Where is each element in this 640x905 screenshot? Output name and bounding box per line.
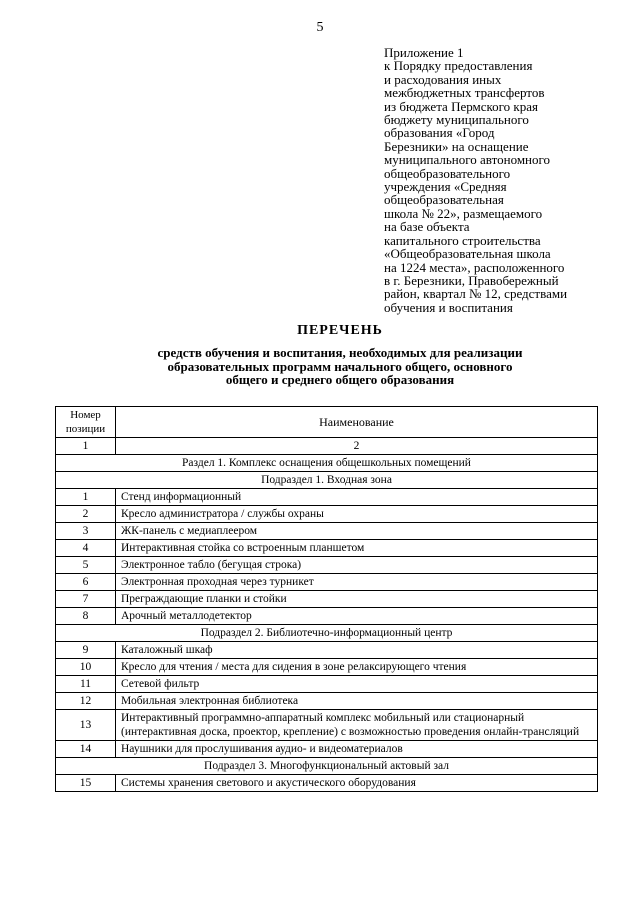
equipment-table — [55, 406, 598, 792]
appendix-line: к Порядку предоставления — [384, 58, 533, 74]
table-row — [56, 608, 598, 625]
appendix-line: Березники» на оснащение — [384, 138, 529, 154]
subsection-title: Подраздел 3. Многофункциональный актовый зал — [56, 758, 598, 775]
appendix-line: из бюджета Пермского края — [384, 98, 539, 114]
row-number: 9 — [56, 642, 116, 659]
table-row — [56, 693, 598, 710]
appendix-line: бюджету муниципального — [384, 112, 529, 128]
row-name: Сетевой фильтр — [116, 676, 598, 693]
appendix-line: район, квартал № 12, средствами — [384, 286, 568, 302]
appendix-line: муниципального автономного — [384, 152, 551, 168]
table-row — [56, 523, 598, 540]
appendix-line: образования «Город — [384, 125, 495, 141]
section-row — [56, 455, 598, 472]
appendix-line: и расходования иных — [384, 71, 502, 87]
row-number: 15 — [56, 775, 116, 792]
table-header-row — [56, 407, 598, 438]
table-row — [56, 741, 598, 758]
document-subtitle — [0, 346, 640, 387]
row-number: 14 — [56, 741, 116, 758]
row-number: 6 — [56, 574, 116, 591]
subtitle-line: общего и среднего общего образования — [225, 372, 455, 387]
column-number: 1 — [56, 438, 116, 455]
appendix-line: обучения и воспитания — [384, 299, 513, 315]
row-name: Каталожный шкаф — [116, 642, 598, 659]
row-name: Системы хранения светового и акустического оборудования — [116, 775, 598, 792]
row-name: ЖК-панель с медиаплеером — [116, 523, 598, 540]
appendix-line: в г. Березники, Правобережный — [384, 272, 559, 288]
appendix-line: общеобразовательная — [384, 192, 504, 208]
row-name: Интерактивная стойка со встроенным планшетом — [116, 540, 598, 557]
row-number: 4 — [56, 540, 116, 557]
subsection-row — [56, 472, 598, 489]
subtitle-line: средств обучения и воспитания, необходимых для реализации — [157, 345, 523, 360]
column-number-row — [56, 438, 598, 455]
appendix-line: школа № 22», размещаемого — [384, 205, 543, 221]
subsection-row — [56, 625, 598, 642]
table-row — [56, 506, 598, 523]
row-name: Кресло администратора / службы охраны — [116, 506, 598, 523]
row-number: 11 — [56, 676, 116, 693]
row-name: Кресло для чтения / места для сидения в зоне релаксирующего чтения — [116, 659, 598, 676]
table-row — [56, 591, 598, 608]
table-row — [56, 710, 598, 741]
row-name: Арочный металлодетектор — [116, 608, 598, 625]
column-number: 2 — [116, 438, 598, 455]
row-number: 2 — [56, 506, 116, 523]
row-name: Мобильная электронная библиотека — [116, 693, 598, 710]
appendix-line: капитального строительства — [384, 232, 541, 248]
appendix-block — [384, 46, 614, 314]
appendix-line: учреждения «Средняя — [384, 179, 507, 195]
table-row — [56, 642, 598, 659]
appendix-line: «Общеобразовательная школа — [384, 246, 551, 262]
table-row — [56, 775, 598, 792]
appendix-line: на 1224 места», расположенного — [384, 259, 565, 275]
row-name: Наушники для прослушивания аудио- и видеоматериалов — [116, 741, 598, 758]
header-num-line: Номер — [70, 409, 101, 421]
row-name: Стенд информационный — [116, 489, 598, 506]
table-row — [56, 540, 598, 557]
section-title: Раздел 1. Комплекс оснащения общешкольных помещений — [56, 455, 598, 472]
header-position-number — [56, 407, 116, 438]
table-row — [56, 489, 598, 506]
row-name: Преграждающие планки и стойки — [116, 591, 598, 608]
table-row — [56, 659, 598, 676]
table-row — [56, 676, 598, 693]
appendix-line: межбюджетных трансфертов — [384, 85, 545, 101]
row-number: 8 — [56, 608, 116, 625]
subtitle-line: образовательных программ начального общего, основного — [167, 358, 513, 374]
table-row — [56, 574, 598, 591]
row-number: 5 — [56, 557, 116, 574]
subsection-row — [56, 758, 598, 775]
row-number: 1 — [56, 489, 116, 506]
row-number: 7 — [56, 591, 116, 608]
appendix-line: на базе объекта — [384, 219, 470, 235]
header-name: Наименование — [116, 407, 598, 438]
row-number: 13 — [56, 710, 116, 741]
document-title: ПЕРЕЧЕНЬ — [297, 323, 383, 338]
row-name: Электронная проходная через турникет — [116, 574, 598, 591]
subsection-title: Подраздел 1. Входная зона — [56, 472, 598, 489]
row-name: Электронное табло (бегущая строка) — [116, 557, 598, 574]
header-num-line: позиции — [65, 423, 106, 435]
row-number: 12 — [56, 693, 116, 710]
row-number: 3 — [56, 523, 116, 540]
appendix-line: общеобразовательного — [384, 165, 511, 181]
appendix-line: Приложение 1 — [384, 45, 464, 60]
page-number: 5 — [316, 20, 324, 35]
row-name: Интерактивный программно-аппаратный комплекс мобильный или стационарный (интерактивная доска, проектор, крепление) с возможностью проведения онлайн-трансляций — [116, 710, 598, 741]
row-number: 10 — [56, 659, 116, 676]
subsection-title: Подраздел 2. Библиотечно-информационный центр — [56, 625, 598, 642]
table-row — [56, 557, 598, 574]
